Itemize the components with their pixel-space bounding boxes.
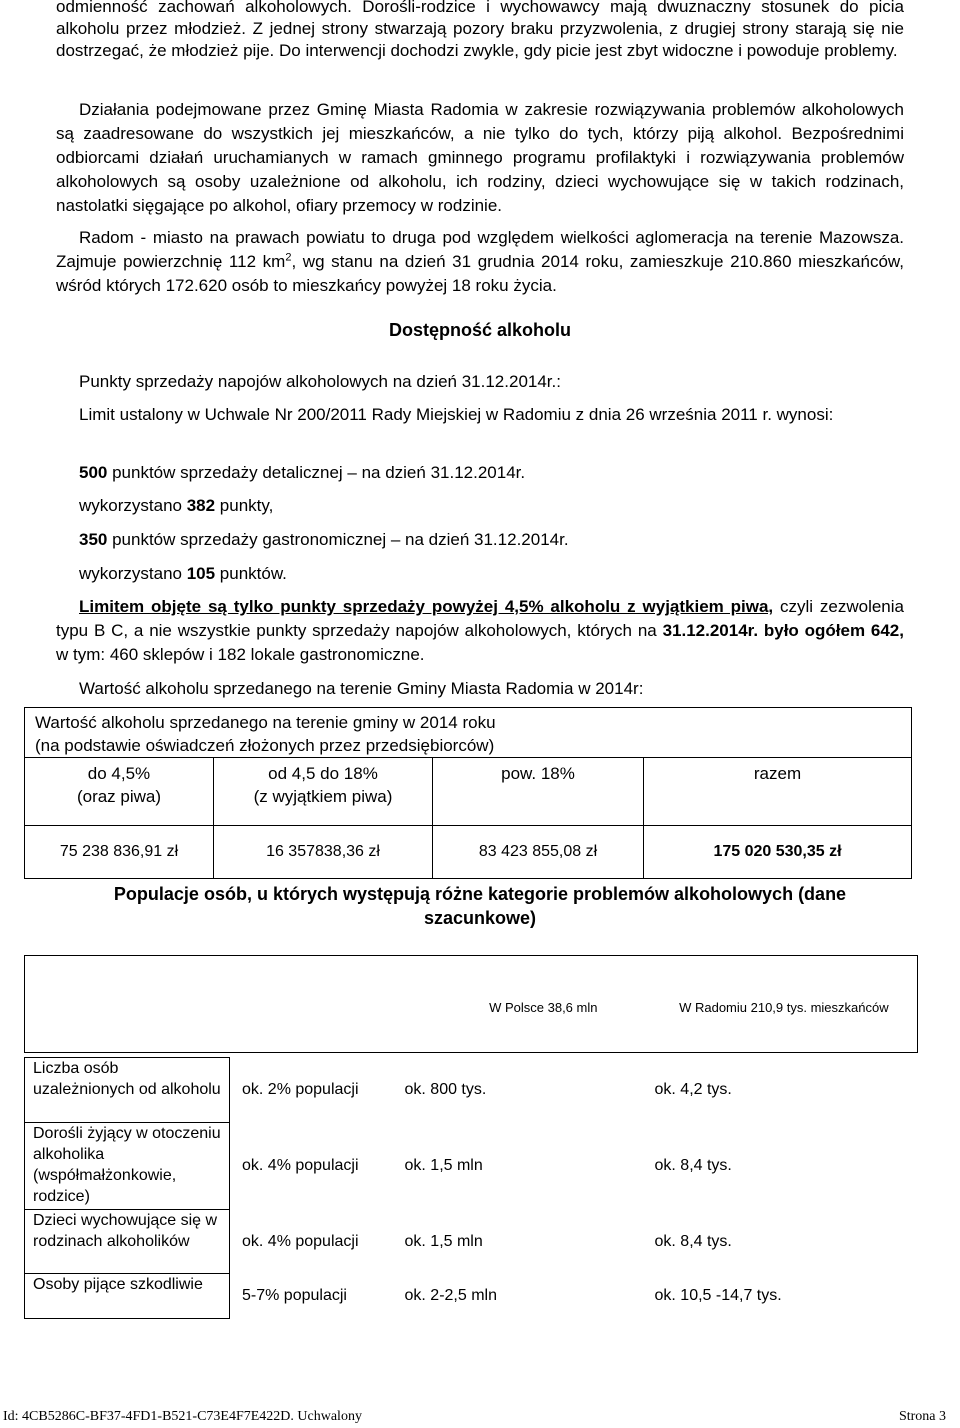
value-table xyxy=(24,707,912,879)
pop-radom-3: ok. 10,5 -14,7 tys. xyxy=(654,1287,782,1304)
value-cell-2: 16 357838,36 zł xyxy=(214,826,433,879)
radom-sup: 2 xyxy=(285,251,292,264)
retail-used xyxy=(79,494,909,518)
section-title: Dostępność alkoholu xyxy=(388,320,572,340)
pop-row-label xyxy=(25,1058,230,1123)
value-col-3-l1: pow. 18% xyxy=(501,764,575,783)
pop-label-3: Osoby pijące szkodliwie xyxy=(33,1276,203,1293)
value-col-2-l1: od 4,5 do 18% xyxy=(268,764,378,783)
retail-used-post: punkty, xyxy=(215,496,274,515)
radom-text-b: , wg stanu na dzień 31 grudnia 2014 roku, zamieszkuje 210.860 mieszkańców, wśród których 172.620 osób to mieszkańcy powyżej 18 roku życia. xyxy=(56,252,904,295)
value-cell-3: 83 423 855,08 zł xyxy=(433,826,644,879)
retail-num: 500 xyxy=(79,463,108,482)
value-col-2 xyxy=(214,758,433,826)
radom-text-a: Radom - miasto na prawach powiatu to druga pod względem wielkości aglomeracja na terenie Mazowsza. Zajmuje powierzchnię 112 km xyxy=(56,228,904,271)
gastro-used-post: punktów. xyxy=(215,564,287,583)
pop-pl-0: ok. 800 tys. xyxy=(404,1081,487,1098)
gastro-rest: – na dzień 31.12.2014r. xyxy=(386,530,569,549)
value-col-4-l1: razem xyxy=(753,764,802,783)
retail-rest: – na dzień 31.12.2014r. xyxy=(342,463,526,482)
intro-paragraph xyxy=(56,0,904,62)
pop-header-poland: W Polsce 38,6 mln xyxy=(489,999,598,1015)
pop-row xyxy=(25,1274,916,1319)
retail-line xyxy=(79,461,909,485)
footer-page: Strona 3 xyxy=(898,1409,946,1424)
points-heading: Punkty sprzedaży napojów alkoholowych na dzień 31.12.2014r.: xyxy=(79,372,561,391)
value-col-1-l2: (oraz piwa) xyxy=(76,787,162,806)
pop-radom-2: ok. 8,4 tys. xyxy=(654,1232,732,1250)
value-header-line2: (na podstawie oświadczeń złożonych przez przedsiębiorców) xyxy=(35,736,495,755)
value-heading: Wartość alkoholu sprzedanego na terenie Gminy Miasta Radomia w 2014r: xyxy=(79,679,644,698)
pop-header-radom: W Radomiu 210,9 tys. mieszkańców xyxy=(679,999,889,1015)
intro-text: odmienność zachowań alkoholowych. Dorośli-rodzice i wychowawcy mają dwuznaczny stosunek do picia alkoholu przez młodzież. Z jednej strony stwarzają pozory braku przyzwolenia, z drugiej strony starają się nie dostrzegać, że młodzież pije. Do interwencji dochodzi zwykle, gdy picie jest zbyt widoczne i powoduje problemy. xyxy=(56,0,904,60)
pop-header-empty xyxy=(25,956,480,1053)
retail-used-pre: wykorzystano xyxy=(79,496,187,515)
pop-pct-0: ok. 2% populacji xyxy=(242,1081,359,1098)
limit-normal-2: w tym: 460 sklepów i 182 lokale gastronomiczne. xyxy=(56,645,425,664)
value-table-header xyxy=(25,708,912,758)
population-rows xyxy=(24,1057,916,1319)
gastro-line xyxy=(79,528,909,552)
value-col-3 xyxy=(433,758,644,826)
value-col-1-l1: do 4,5% xyxy=(87,764,151,783)
pop-row-label xyxy=(25,1274,230,1319)
gastro-used xyxy=(79,562,909,586)
value-col-4 xyxy=(644,758,912,826)
pop-label-0: Liczba osób uzależnionych od alkoholu xyxy=(33,1060,221,1098)
pop-pct-3: 5-7% populacji xyxy=(242,1287,347,1304)
pop-pct-2: ok. 4% populacji xyxy=(242,1232,359,1250)
limit-normal-1: czyli zezwolenia typu B C, a nie wszystkie punkty sprzedaży napojów alkoholowych, których na xyxy=(56,597,904,640)
radom-paragraph xyxy=(56,226,904,298)
pop-pct-1: ok. 4% populacji xyxy=(242,1157,359,1174)
pop-label-2: Dzieci wychowujące się w rodzinach alkoholików xyxy=(33,1212,218,1250)
limit-paragraph xyxy=(56,595,904,667)
pop-row-label xyxy=(25,1123,230,1210)
population-table xyxy=(24,955,918,1053)
gastro-num: 350 xyxy=(79,530,108,549)
gastro-used-num: 105 xyxy=(186,564,216,583)
gastro-text: punktów sprzedaży gastronomicznej xyxy=(107,530,387,549)
pop-pl-3: ok. 2-2,5 mln xyxy=(404,1287,497,1304)
limit-bold: Limitem objęte są tylko punkty sprzedaży powyżej 4,5% alkoholu z wyjątkiem piwa, xyxy=(79,597,774,616)
pop-row xyxy=(25,1058,916,1123)
pop-label-1: Dorośli żyjący w otoczeniu alkoholika (współmałżonkowie, rodzice) xyxy=(33,1125,221,1205)
pop-row xyxy=(25,1210,916,1274)
pop-row xyxy=(25,1123,916,1210)
value-cell-1: 75 238 836,91 zł xyxy=(25,826,214,879)
value-cell-total: 175 020 530,35 zł xyxy=(644,826,912,879)
gastro-used-pre: wykorzystano xyxy=(79,564,187,583)
retail-used-num: 382 xyxy=(186,496,216,515)
pop-radom-1: ok. 8,4 tys. xyxy=(654,1157,732,1174)
pop-pl-2: ok. 1,5 mln xyxy=(404,1232,483,1250)
pop-pl-1: ok. 1,5 mln xyxy=(404,1157,483,1174)
pop-row-label xyxy=(25,1210,230,1274)
footer-id: Id: 4CB5286C-BF37-4FD1-B521-C73E4F7E422D. Uchwalony xyxy=(3,1409,362,1424)
value-col-1 xyxy=(25,758,214,826)
retail-text: punktów sprzedaży detalicznej xyxy=(107,463,343,482)
actions-paragraph xyxy=(56,98,904,218)
limit-text: Limit ustalony w Uchwale Nr 200/2011 Rady Miejskiej w Radomiu z dnia 26 września 2011 r. wynosi: xyxy=(79,405,834,424)
pop-radom-0: ok. 4,2 tys. xyxy=(654,1081,732,1098)
value-col-2-l2: (z wyjątkiem piwa) xyxy=(253,787,393,806)
limit-bold-2: 31.12.2014r. było ogółem 642, xyxy=(662,621,904,640)
value-header-line1: Wartość alkoholu sprzedanego na terenie gminy w 2014 roku xyxy=(35,713,496,732)
population-title: Populacje osób, u których występują różne kategorie problemów alkoholowych (dane szacunkowe) xyxy=(113,884,847,928)
actions-text: Działania podejmowane przez Gminę Miasta Radomia w zakresie rozwiązywania problemów alkoholowych są zaadresowane do wszystkich jej mieszkańców, a nie tylko do tych, którzy piją alkohol. Bezpośrednimi odbiorcami działań uruchamianych w ramach gminnego programu profilaktyki i rozwiązywania problemów alkoholowych są osoby uzależnione od alkoholu, ich rodziny, dzieci wychowujące się w takich rodzinach, nastolatki sięgające po alkohol, ofiary przemocy w rodzinie. xyxy=(56,100,904,215)
